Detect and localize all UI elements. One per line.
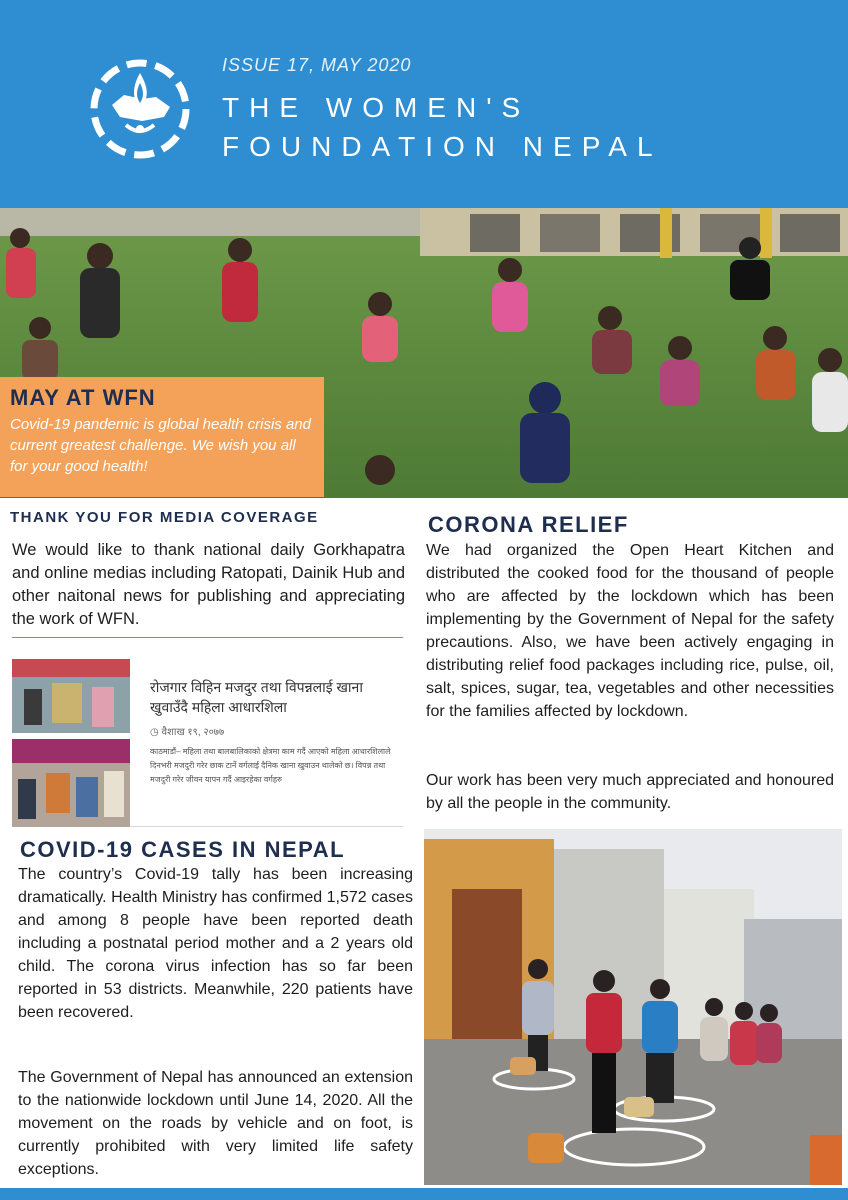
clock-icon: ◷ <box>150 727 162 738</box>
news-clipping-headline: रोजगार विहिन मजदुर तथा विपन्नलाई खाना खुवाउँदै महिला आधारशिला <box>150 679 363 715</box>
news-clipping-body: काठमाडौं– महिला तथा बालबालिकाको क्षेत्रमा काम गर्दै आएको महिला आधारशिलाले दिनभरी मजदुरी गरेर छाक टार्ने वर्गलाई दैनिक खाना खुवाउन थालेको छ। विपन्न तथा मजदुरी गरेर जीवन यापन गर्दै आइरहेका वर्गहरु <box>150 747 391 784</box>
news-clipping <box>12 657 403 827</box>
news-clipping-date: ◷ वैशाख १९, २०७७ <box>150 727 225 738</box>
wfn-logo-icon <box>90 55 190 163</box>
corona-relief-p2: Our work has been very much appreciated and honoured by all the people in the community. <box>426 772 834 812</box>
media-coverage-text: We would like to thank national daily Gorkhapatra and online medias including Ratopati, Dainik Hub and other naitonal news for publishing and appreciating the work of WFN. <box>12 541 405 628</box>
org-title-line2: FOUNDATION NEPAL <box>222 131 663 162</box>
relief-distribution-photo <box>424 829 842 1185</box>
covid-cases-title: COVID-19 CASES IN NEPAL <box>20 837 346 862</box>
may-at-wfn-text: Covid-19 pandemic is global health crisis and current greatest challenge. We wish you all for your good health! <box>10 416 311 475</box>
corona-relief-p1: We had organized the Open Heart Kitchen and distributed the cooked food for the thousand of people who are affected by the lockdown which has been implementing by the Government of Nepal for the safety precautions. Also, we have been actively engaging in distributing relief food packages including rice, pulse, oil, salt, spices, sugar, tea, vegetables and other necessities for the families affected by lockdown. <box>426 542 834 720</box>
issue-label: ISSUE 17, MAY 2020 <box>222 55 412 75</box>
newsletter-header <box>0 0 848 208</box>
may-at-wfn-title: MAY AT WFN <box>10 385 156 410</box>
covid-cases-p1: The country’s Covid-19 tally has been increasing dramatically. Health Ministry has confirmed 1,572 cases and among 8 people have been reported death including a postnatal period mother and a 2 years old child. The corona virus infection has so far been reported in 53 districts. Meanwhile, 220 patients have been recovered. <box>18 866 413 1021</box>
relief-photo-illustration <box>424 829 842 1185</box>
may-at-wfn-box <box>0 377 324 497</box>
section-divider <box>12 637 403 638</box>
corona-relief-title: CORONA RELIEF <box>428 512 629 537</box>
org-title-line1: THE WOMEN'S <box>222 92 531 123</box>
news-clipping-photo <box>12 659 132 829</box>
covid-cases-p2: The Government of Nepal has announced an extension to the nationwide lockdown until June 14, 2020. All the movement on the roads by vehicle and on foot, is currently prohibited with very limited life safety exceptions. <box>18 1069 413 1178</box>
footer-bar <box>0 1188 848 1200</box>
media-coverage-title: THANK YOU FOR MEDIA COVERAGE <box>10 509 319 526</box>
